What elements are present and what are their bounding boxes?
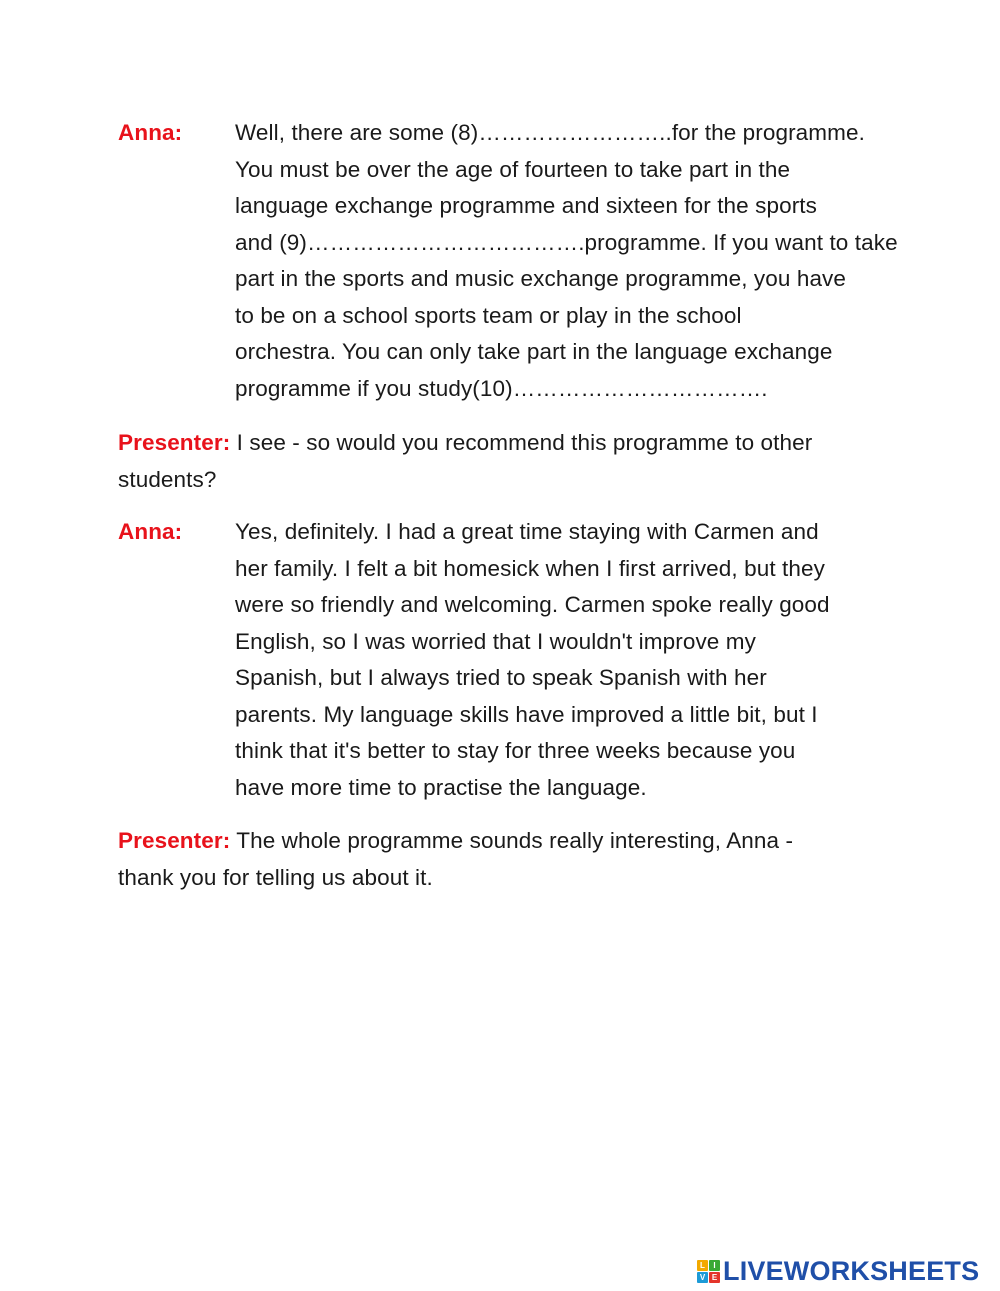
liveworksheets-logo: [697, 1257, 979, 1285]
dialogue-text: [235, 514, 888, 806]
logo-text: LIVEWORKSHEETS: [723, 1255, 980, 1286]
text-line: Spanish, but I always tried to speak Spanish with her: [235, 665, 767, 690]
text-line: orchestra. You can only take part in the language exchange: [235, 339, 833, 364]
logo-tile: V: [697, 1272, 708, 1283]
text-line: Yes, definitely. I had a great time staying with Carmen and: [235, 519, 819, 544]
dialogue-turn-anna-2: [118, 514, 888, 806]
speaker-label: Presenter:: [118, 430, 231, 455]
speaker-label: Anna:: [118, 519, 183, 544]
speaker-label: Presenter:: [118, 828, 231, 853]
text-line: language exchange programme and sixteen for the sports: [235, 193, 818, 218]
text-line: part in the sports and music exchange programme, you have: [235, 266, 847, 291]
dialogue-text: [235, 115, 898, 407]
text-line: programme if you study(10)…………………………….: [235, 375, 768, 401]
text-segment: The whole programme sounds really interesting, Anna -: [230, 828, 794, 853]
text-line: were so friendly and welcoming. Carmen spoke really good: [235, 592, 830, 617]
text-line: to be on a school sports team or play in the school: [235, 302, 742, 328]
text-line: English, so I was worried that I wouldn't improve my: [235, 628, 756, 654]
dialogue-turn-presenter-2: [118, 823, 888, 896]
logo-tile: L: [697, 1260, 708, 1271]
text-line: have more time to practise the language.: [235, 774, 647, 800]
logo-tile: I: [709, 1260, 720, 1271]
speaker-label: Anna:: [118, 120, 183, 145]
text-line: You must be over the age of fourteen to take part in the: [235, 156, 791, 182]
dialogue-turn-presenter-1: [118, 425, 888, 498]
text-line: and (9)……………………………….programme. If you want to take: [235, 229, 898, 255]
text-line: [118, 425, 888, 462]
text-line: Well, there are some (8)……………………..for the programme.: [235, 120, 865, 145]
text-line: parents. My language skills have improved a little bit, but I: [235, 701, 818, 727]
text-segment: I see - so would you recommend this programme to other: [230, 430, 813, 455]
text-line: think that it's better to stay for three weeks because you: [235, 738, 796, 763]
text-line: thank you for telling us about it.: [118, 864, 433, 890]
text-line: [118, 823, 888, 860]
dialogue-turn-anna-1: [118, 115, 898, 407]
text-line: her family. I felt a bit homesick when I first arrived, but they: [235, 555, 825, 581]
logo-mark-icon: [697, 1260, 720, 1283]
logo-tile: E: [709, 1272, 720, 1283]
text-line: students?: [118, 466, 217, 492]
